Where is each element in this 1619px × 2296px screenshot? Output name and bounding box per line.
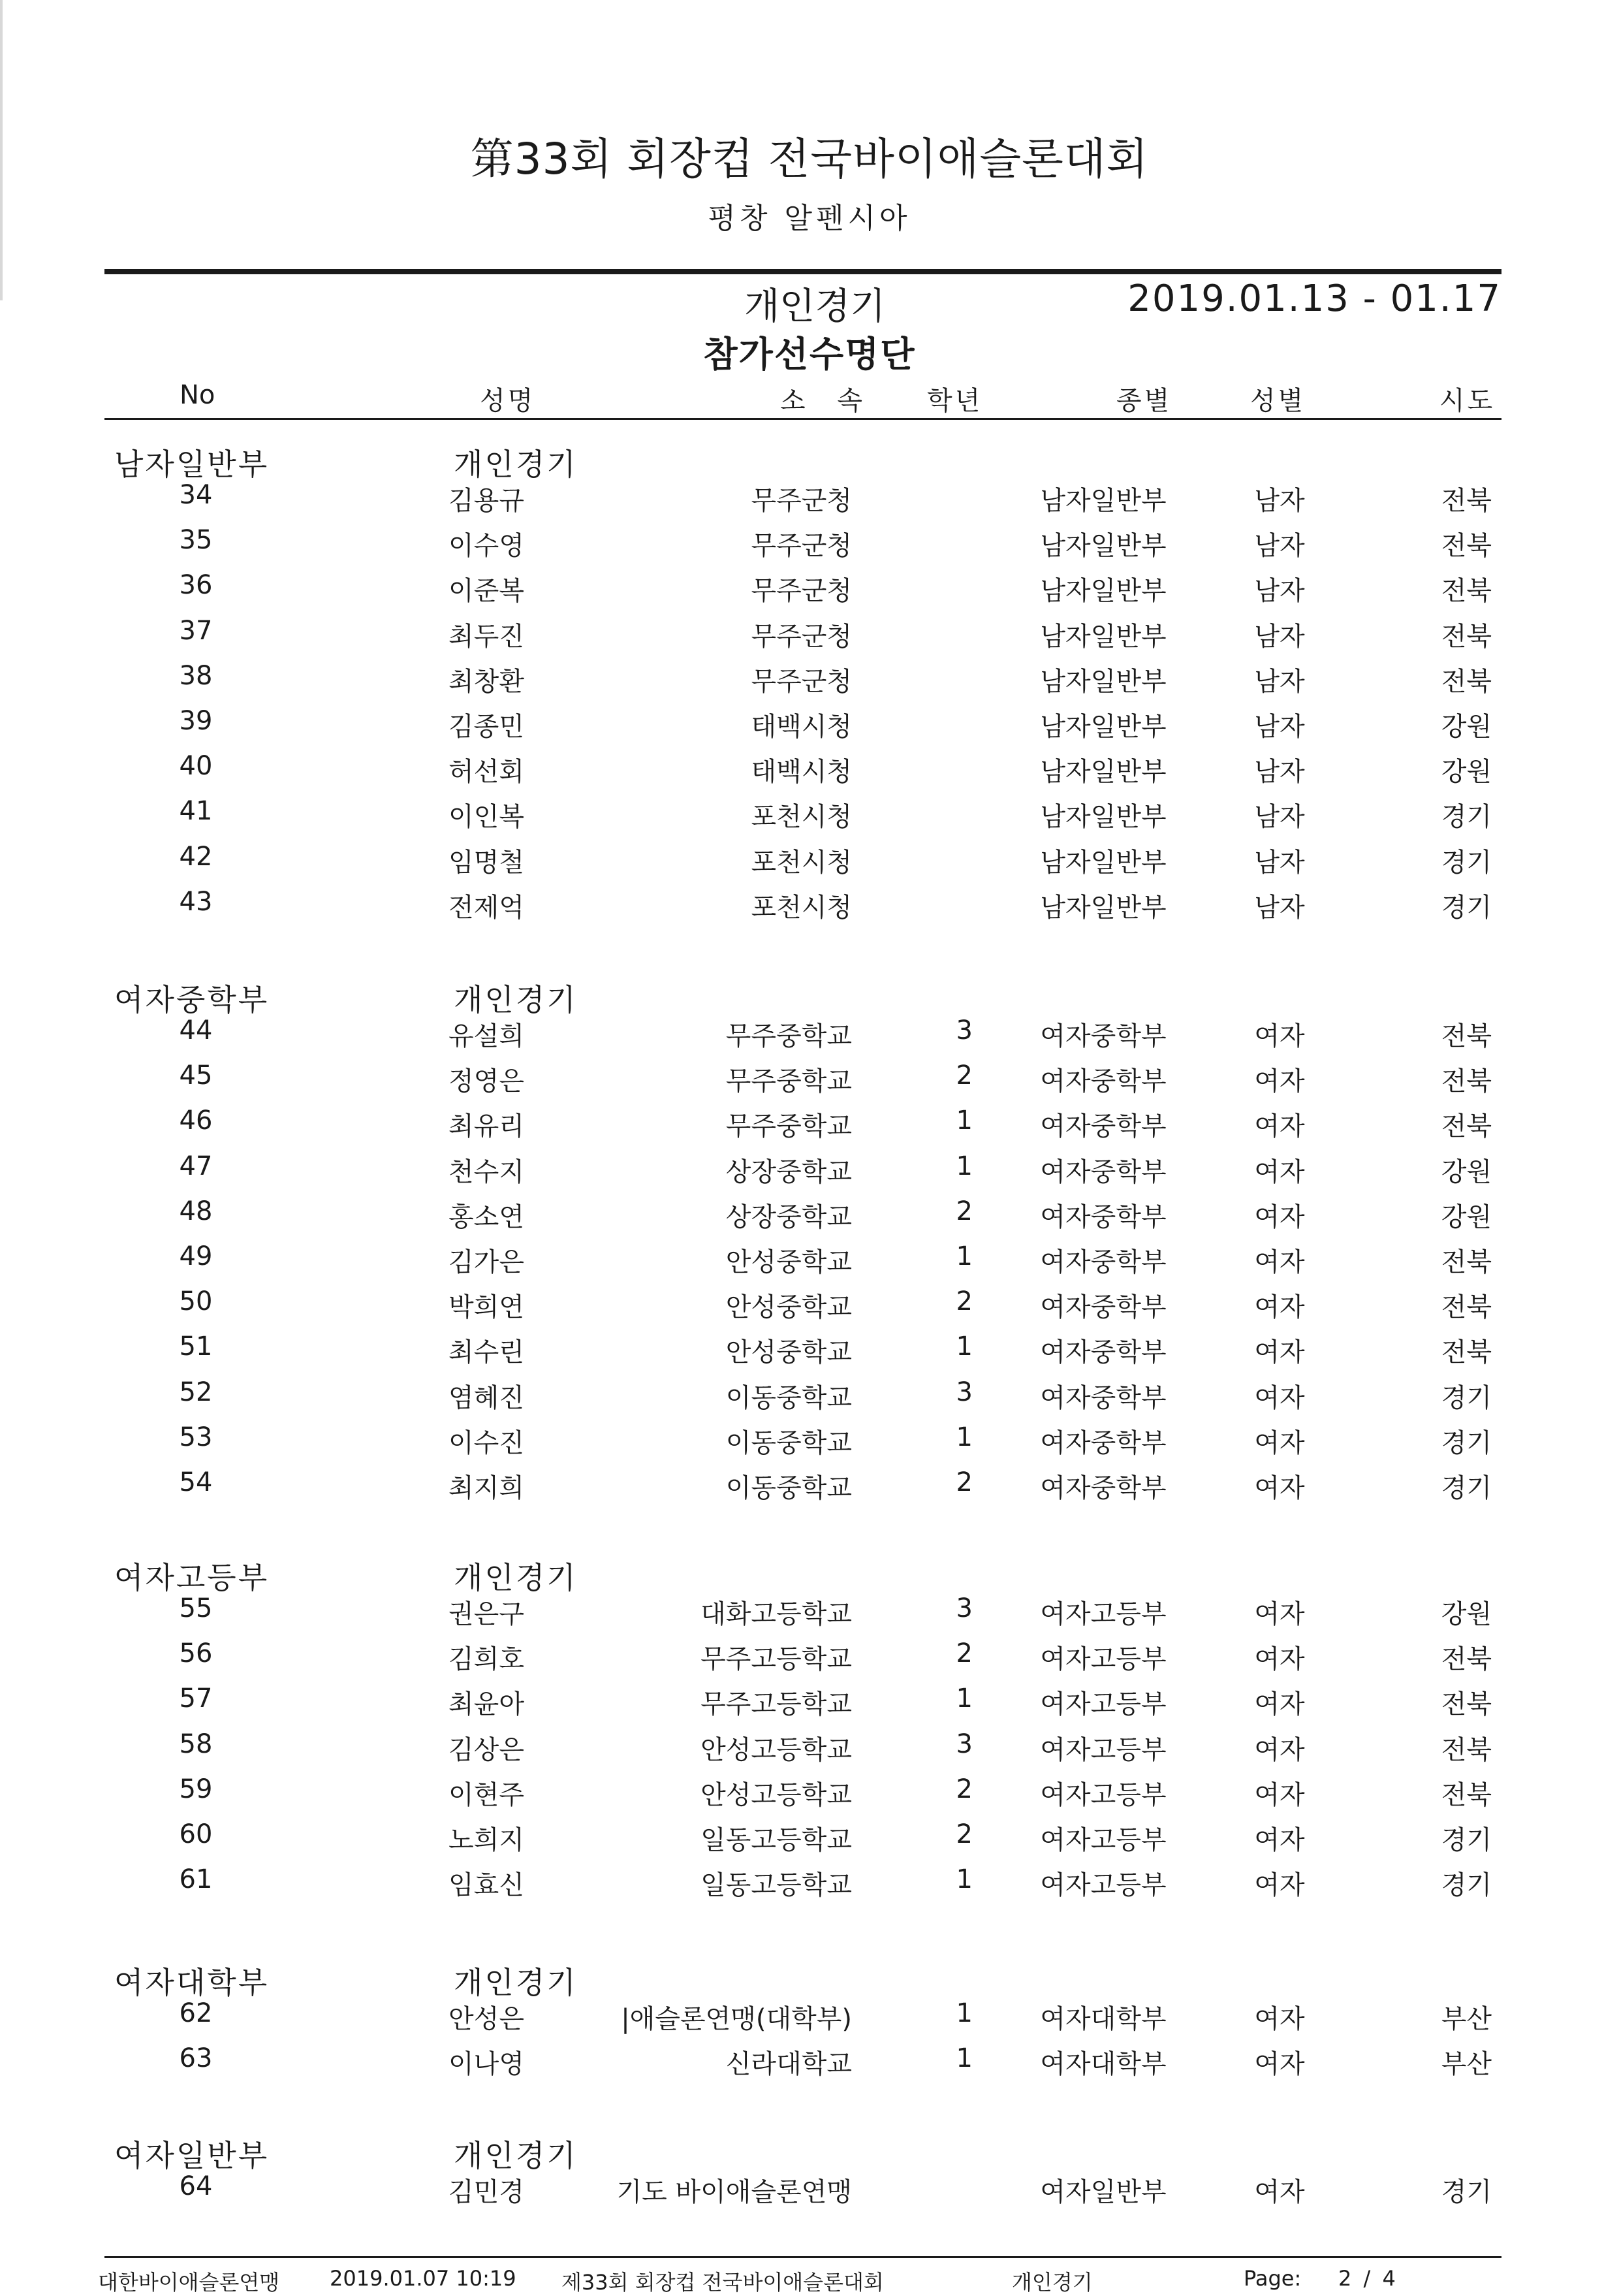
cell-category: 여자중학부	[1040, 1156, 1167, 1187]
cell-gender: 여자	[1254, 1689, 1305, 1720]
cell-affiliation: 무주군청	[751, 531, 852, 562]
cell-grade: 1	[956, 1864, 973, 1895]
cell-name: 최두진	[448, 621, 524, 652]
cell-gender: 여자	[1254, 1111, 1305, 1142]
cell-category: 여자중학부	[1040, 1382, 1167, 1413]
cell-region: 강원	[1441, 1599, 1492, 1629]
cell-affiliation: 무주군청	[751, 666, 852, 697]
cell-region: 경기	[1441, 1427, 1492, 1458]
cell-affiliation: 무주군청	[751, 486, 852, 516]
cell-affiliation: 기도 바이애슬론연맹	[616, 2177, 852, 2207]
cell-grade: 1	[956, 1683, 973, 1714]
cell-grade: 2	[956, 1467, 973, 1497]
footer-event: 개인경기	[1012, 2270, 1093, 2295]
cell-region: 경기	[1441, 847, 1492, 878]
cell-affiliation: 대화고등학교	[700, 1599, 852, 1629]
cell-region: 전북	[1441, 1021, 1492, 1051]
cell-affiliation: 태백시청	[751, 712, 852, 742]
cell-no: 43	[179, 886, 213, 917]
cell-category: 여자중학부	[1040, 1202, 1167, 1232]
cell-category: 여자중학부	[1040, 1111, 1167, 1142]
cell-gender: 남자	[1254, 621, 1305, 652]
cell-name: 권은구	[448, 1599, 524, 1629]
cell-gender: 남자	[1254, 666, 1305, 697]
section-event: 개인경기	[454, 447, 578, 482]
cell-region: 전북	[1441, 1689, 1492, 1720]
cell-region: 전북	[1441, 1337, 1492, 1368]
cell-no: 54	[179, 1467, 213, 1497]
cell-region: 전북	[1441, 1066, 1492, 1097]
cell-gender: 남자	[1254, 892, 1305, 923]
cell-no: 38	[179, 660, 213, 691]
cell-affiliation: 무주중학교	[725, 1021, 852, 1051]
cell-name: 이나영	[448, 2049, 524, 2080]
cell-no: 60	[179, 1819, 213, 1849]
cell-name: 천수지	[448, 1156, 524, 1187]
cell-region: 전북	[1441, 621, 1492, 652]
cell-name: 최유리	[448, 1111, 524, 1142]
cell-category: 남자일반부	[1040, 757, 1167, 788]
cell-affiliation: 일동고등학교	[700, 1870, 852, 1901]
cell-region: 전북	[1441, 666, 1492, 697]
event-dates: 2019.01.13 - 01.17	[1127, 278, 1501, 320]
cell-affiliation: 무주중학교	[725, 1066, 852, 1097]
cell-name: 최창환	[448, 666, 524, 697]
column-header-region: 시도	[1439, 386, 1496, 416]
footer-timestamp: 2019.01.07 10:19	[330, 2266, 516, 2291]
venue: 평창 알펜시아	[708, 202, 911, 235]
cell-category: 여자중학부	[1040, 1473, 1167, 1503]
cell-grade: 1	[956, 1151, 973, 1181]
cell-affiliation: 태백시청	[751, 757, 852, 788]
cell-gender: 여자	[1254, 1825, 1305, 1855]
cell-grade: 1	[956, 2043, 973, 2074]
cell-name: 정영은	[448, 1066, 524, 1097]
cell-region: 경기	[1441, 1825, 1492, 1855]
cell-grade: 1	[956, 1422, 973, 1452]
cell-gender: 남자	[1254, 576, 1305, 607]
cell-name: 안성은	[448, 2004, 524, 2034]
cell-name: 최수린	[448, 1337, 524, 1368]
cell-no: 57	[179, 1683, 213, 1714]
cell-no: 46	[179, 1106, 213, 1136]
cell-gender: 여자	[1254, 1202, 1305, 1232]
event-name: 개인경기	[744, 285, 886, 328]
cell-category: 남자일반부	[1040, 666, 1167, 697]
list-subtitle: 참가선수명단	[703, 334, 916, 375]
cell-no: 41	[179, 796, 213, 827]
cell-gender: 여자	[1254, 1870, 1305, 1901]
cell-category: 여자고등부	[1040, 1779, 1167, 1810]
cell-no: 61	[179, 1864, 213, 1895]
cell-category: 여자중학부	[1040, 1427, 1167, 1458]
section-title: 여자일반부	[114, 2138, 270, 2173]
cell-name: 이준복	[448, 576, 524, 607]
cell-grade: 2	[956, 1196, 973, 1226]
cell-gender: 남자	[1254, 486, 1305, 516]
cell-region: 전북	[1441, 1247, 1492, 1277]
cell-gender: 남자	[1254, 802, 1305, 833]
cell-no: 56	[179, 1638, 213, 1669]
footer-page-value: 2 / 4	[1338, 2266, 1398, 2291]
cell-name: 이현주	[448, 1779, 524, 1810]
cell-affiliation: 이동중학교	[725, 1427, 852, 1458]
cell-grade: 1	[956, 1998, 973, 2028]
cell-region: 강원	[1441, 757, 1492, 788]
cell-gender: 남자	[1254, 847, 1305, 878]
cell-region: 강원	[1441, 712, 1492, 742]
section-event: 개인경기	[454, 1560, 578, 1595]
cell-category: 여자고등부	[1040, 1644, 1167, 1675]
cell-category: 여자중학부	[1040, 1021, 1167, 1051]
cell-grade: 1	[956, 1241, 973, 1271]
cell-name: 최윤아	[448, 1689, 524, 1720]
cell-no: 62	[179, 1998, 213, 2028]
cell-affiliation: 상장중학교	[725, 1202, 852, 1232]
cell-name: 이수영	[448, 531, 524, 562]
cell-grade: 2	[956, 1819, 973, 1849]
cell-no: 34	[179, 480, 213, 510]
cell-category: 남자일반부	[1040, 621, 1167, 652]
cell-affiliation: 무주군청	[751, 621, 852, 652]
cell-category: 여자중학부	[1040, 1066, 1167, 1097]
cell-name: 유설희	[448, 1021, 524, 1051]
cell-region: 전북	[1441, 1734, 1492, 1765]
cell-gender: 여자	[1254, 1156, 1305, 1187]
column-header-no: No	[180, 380, 215, 410]
cell-no: 36	[179, 570, 213, 601]
section-event: 개인경기	[454, 982, 578, 1017]
cell-affiliation: 이동중학교	[725, 1382, 852, 1413]
cell-affiliation: 무주군청	[751, 576, 852, 607]
cell-gender: 여자	[1254, 1734, 1305, 1765]
cell-gender: 여자	[1254, 1066, 1305, 1097]
cell-region: 경기	[1441, 802, 1492, 833]
cell-category: 여자중학부	[1040, 1337, 1167, 1368]
footer-rule	[104, 2256, 1501, 2258]
cell-name: 김가은	[448, 1247, 524, 1277]
cell-no: 58	[179, 1729, 213, 1759]
cell-region: 경기	[1441, 892, 1492, 923]
cell-gender: 여자	[1254, 1599, 1305, 1629]
cell-no: 59	[179, 1774, 213, 1804]
cell-gender: 여자	[1254, 1427, 1305, 1458]
cell-region: 강원	[1441, 1156, 1492, 1187]
cell-region: 부산	[1441, 2004, 1492, 2034]
cell-gender: 여자	[1254, 1337, 1305, 1368]
cell-no: 47	[179, 1151, 213, 1181]
cell-affiliation: 신라대학교	[725, 2049, 852, 2080]
cell-no: 50	[179, 1286, 213, 1317]
cell-affiliation: 이동중학교	[725, 1473, 852, 1503]
cell-affiliation: 무주고등학교	[700, 1644, 852, 1675]
cell-name: 김상은	[448, 1734, 524, 1765]
cell-name: 임효신	[448, 1870, 524, 1901]
cell-gender: 여자	[1254, 1382, 1305, 1413]
cell-grade: 2	[956, 1638, 973, 1669]
document-title: 第33회 회장컵 전국바이애슬론대회	[470, 134, 1149, 184]
cell-grade: 1	[956, 1331, 973, 1362]
cell-name: 김용규	[448, 486, 524, 516]
cell-affiliation: 일동고등학교	[700, 1825, 852, 1855]
cell-gender: 여자	[1254, 1644, 1305, 1675]
cell-no: 51	[179, 1331, 213, 1362]
cell-no: 52	[179, 1377, 213, 1407]
section-event: 개인경기	[454, 2138, 578, 2173]
cell-region: 강원	[1441, 1202, 1492, 1232]
cell-grade: 3	[956, 1593, 973, 1623]
cell-category: 남자일반부	[1040, 712, 1167, 742]
cell-affiliation: 무주중학교	[725, 1111, 852, 1142]
cell-category: 남자일반부	[1040, 576, 1167, 607]
section-title: 여자고등부	[114, 1560, 270, 1595]
cell-no: 35	[179, 525, 213, 556]
cell-region: 전북	[1441, 1644, 1492, 1675]
cell-affiliation: 포천시청	[751, 847, 852, 878]
column-header-category: 종별	[1116, 386, 1172, 416]
cell-grade: 3	[956, 1377, 973, 1407]
cell-name: 김민경	[448, 2177, 524, 2207]
column-header-grade: 학년	[927, 386, 983, 416]
cell-gender: 남자	[1254, 531, 1305, 562]
cell-category: 여자일반부	[1040, 2177, 1167, 2207]
cell-name: 허선회	[448, 757, 524, 788]
cell-no: 37	[179, 615, 213, 646]
cell-region: 전북	[1441, 1779, 1492, 1810]
cell-name: 박희연	[448, 1292, 524, 1323]
cell-region: 전북	[1441, 1292, 1492, 1323]
cell-gender: 남자	[1254, 712, 1305, 742]
cell-category: 여자대학부	[1040, 2004, 1167, 2034]
cell-affiliation: 안성중학교	[725, 1247, 852, 1277]
cell-no: 48	[179, 1196, 213, 1226]
cell-affiliation: 안성중학교	[725, 1337, 852, 1368]
footer-competition: 제33회 회장컵 전국바이애슬론대회	[561, 2270, 884, 2295]
cell-category: 남자일반부	[1040, 531, 1167, 562]
cell-affiliation: 안성고등학교	[700, 1734, 852, 1765]
cell-grade: 2	[956, 1774, 973, 1804]
cell-category: 남자일반부	[1040, 847, 1167, 878]
cell-category: 남자일반부	[1040, 892, 1167, 923]
cell-gender: 여자	[1254, 1779, 1305, 1810]
cell-name: 김희호	[448, 1644, 524, 1675]
cell-name: 전제억	[448, 892, 524, 923]
cell-affiliation: 상장중학교	[725, 1156, 852, 1187]
cell-category: 여자대학부	[1040, 2049, 1167, 2080]
cell-name: 임명철	[448, 847, 524, 878]
cell-region: 경기	[1441, 2177, 1492, 2207]
cell-affiliation: 안성고등학교	[700, 1779, 852, 1810]
cell-affiliation: 포천시청	[751, 892, 852, 923]
cell-category: 여자고등부	[1040, 1734, 1167, 1765]
cell-no: 40	[179, 751, 213, 782]
cell-no: 63	[179, 2043, 213, 2074]
column-header-rule	[104, 418, 1501, 420]
cell-gender: 여자	[1254, 2004, 1305, 2034]
cell-category: 여자중학부	[1040, 1292, 1167, 1323]
section-title: 여자대학부	[114, 1965, 270, 2000]
cell-region: 전북	[1441, 486, 1492, 516]
cell-name: 홍소연	[448, 1202, 524, 1232]
cell-category: 여자고등부	[1040, 1825, 1167, 1855]
cell-name: 염혜진	[448, 1382, 524, 1413]
cell-affiliation: |애슬론연맹(대학부)	[621, 2004, 852, 2034]
cell-no: 42	[179, 841, 213, 872]
column-header-gender: 성별	[1250, 386, 1306, 416]
cell-category: 남자일반부	[1040, 486, 1167, 516]
cell-category: 여자중학부	[1040, 1247, 1167, 1277]
cell-name: 노희지	[448, 1825, 524, 1855]
cell-region: 전북	[1441, 576, 1492, 607]
cell-affiliation: 안성중학교	[725, 1292, 852, 1323]
section-title: 여자중학부	[114, 982, 270, 1017]
cell-region: 경기	[1441, 1473, 1492, 1503]
cell-category: 여자고등부	[1040, 1870, 1167, 1901]
column-header-name: 성명	[480, 386, 536, 416]
cell-gender: 여자	[1254, 1247, 1305, 1277]
cell-affiliation: 포천시청	[751, 802, 852, 833]
cell-grade: 3	[956, 1015, 973, 1045]
cell-region: 부산	[1441, 2049, 1492, 2080]
cell-gender: 여자	[1254, 1473, 1305, 1503]
column-header-affiliation: 소 속	[780, 386, 874, 416]
cell-no: 53	[179, 1422, 213, 1452]
cell-no: 49	[179, 1241, 213, 1271]
cell-affiliation: 무주고등학교	[700, 1689, 852, 1720]
footer-org: 대한바이애슬론연맹	[98, 2270, 280, 2295]
cell-no: 55	[179, 1593, 213, 1623]
cell-no: 64	[179, 2171, 213, 2201]
footer-page-label: Page:	[1244, 2266, 1302, 2291]
cell-name: 이수진	[448, 1427, 524, 1458]
cell-grade: 3	[956, 1729, 973, 1759]
cell-gender: 여자	[1254, 1292, 1305, 1323]
cell-gender: 남자	[1254, 757, 1305, 788]
cell-name: 최지희	[448, 1473, 524, 1503]
cell-name: 김종민	[448, 712, 524, 742]
cell-no: 45	[179, 1060, 213, 1091]
cell-region: 경기	[1441, 1870, 1492, 1901]
cell-grade: 2	[956, 1060, 973, 1091]
cell-region: 전북	[1441, 1111, 1492, 1142]
cell-name: 이인복	[448, 802, 524, 833]
cell-gender: 여자	[1254, 2049, 1305, 2080]
header-rule	[104, 269, 1501, 274]
cell-category: 여자고등부	[1040, 1599, 1167, 1629]
cell-no: 44	[179, 1015, 213, 1045]
section-title: 남자일반부	[114, 447, 270, 482]
cell-region: 전북	[1441, 531, 1492, 562]
cell-grade: 2	[956, 1286, 973, 1317]
cell-region: 경기	[1441, 1382, 1492, 1413]
cell-no: 39	[179, 706, 213, 736]
cell-grade: 1	[956, 1106, 973, 1136]
cell-category: 남자일반부	[1040, 802, 1167, 833]
section-event: 개인경기	[454, 1965, 578, 2000]
cell-category: 여자고등부	[1040, 1689, 1167, 1720]
cell-gender: 여자	[1254, 2177, 1305, 2207]
cell-gender: 여자	[1254, 1021, 1305, 1051]
